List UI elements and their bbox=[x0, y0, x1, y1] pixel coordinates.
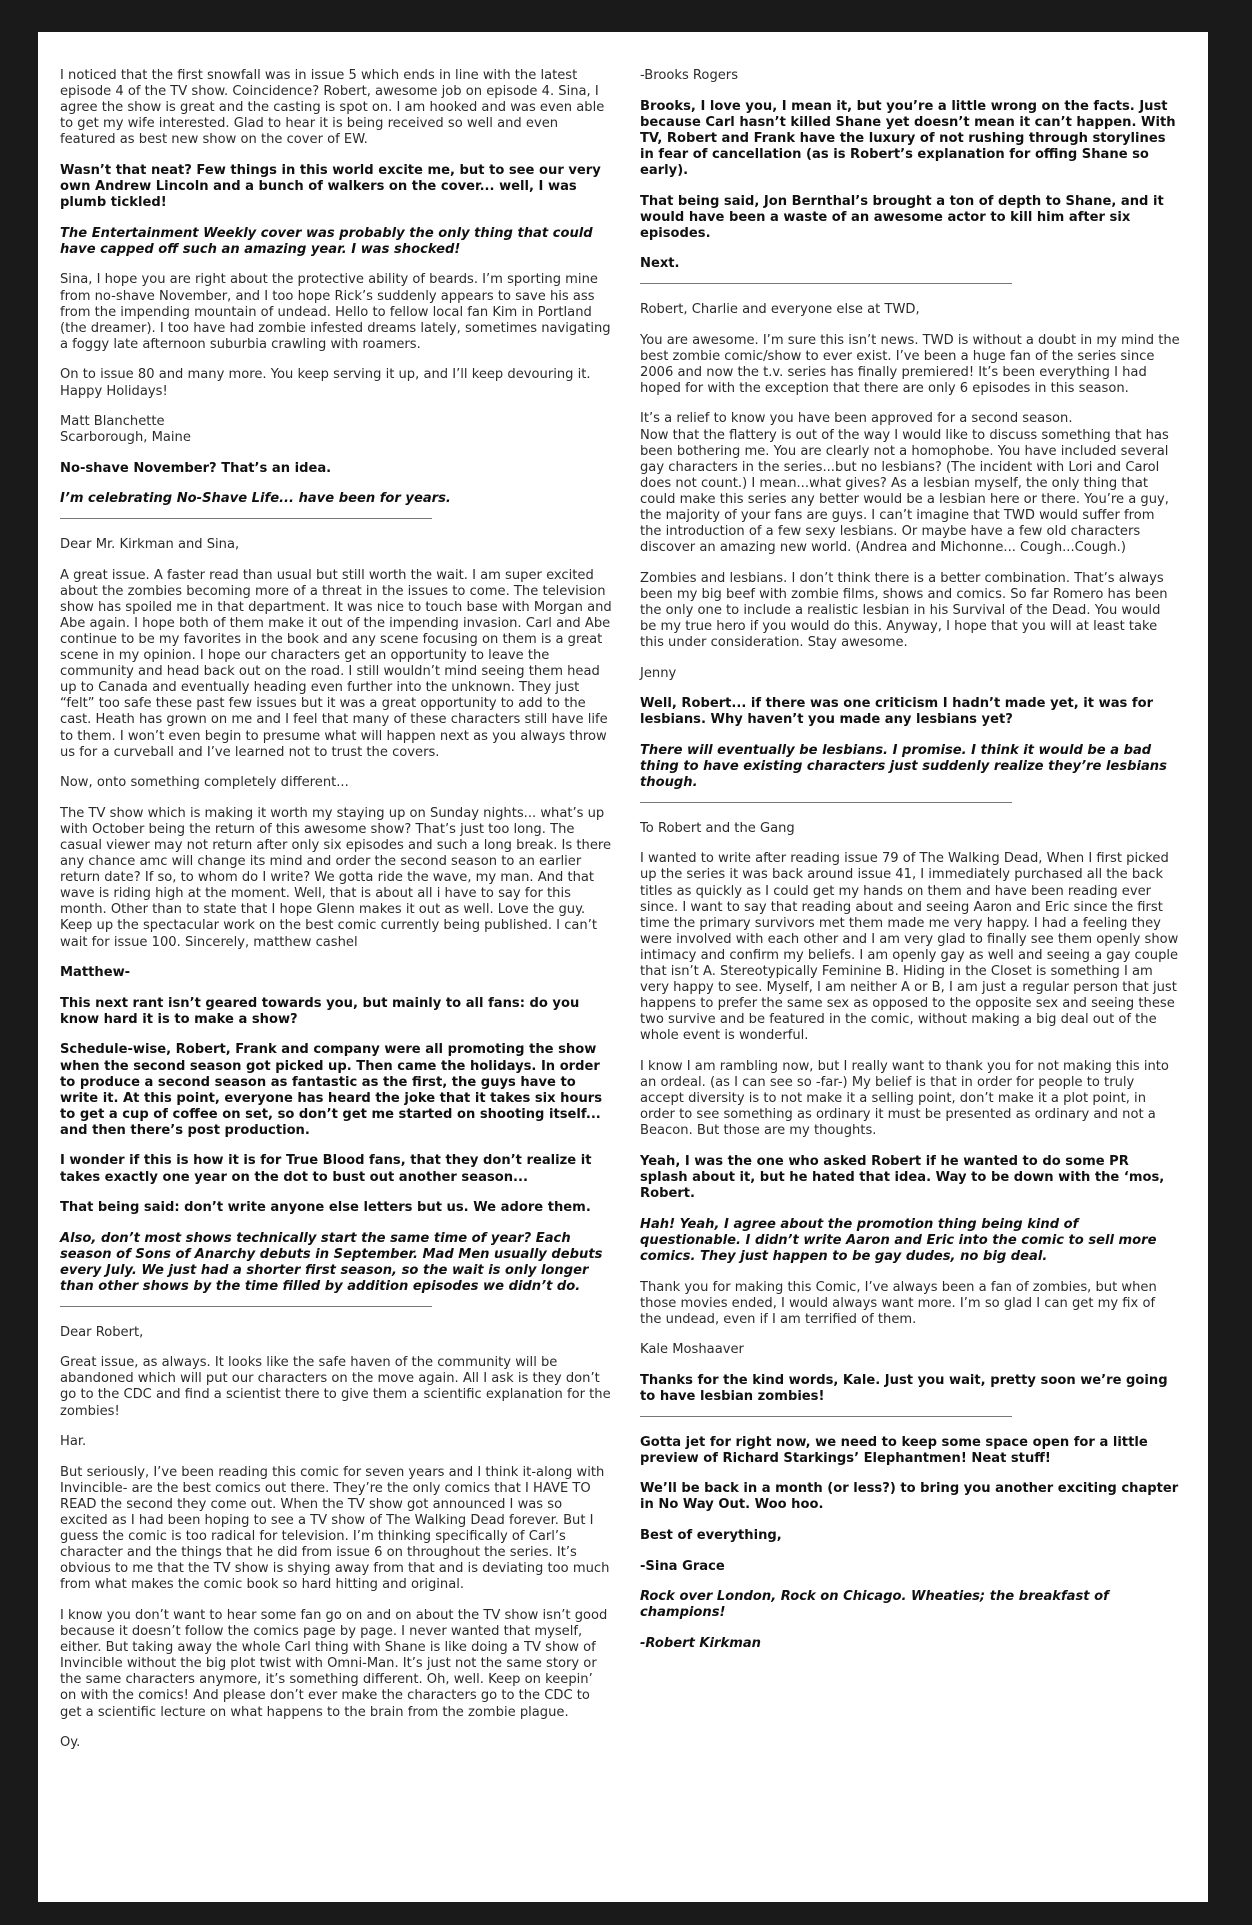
left-column bbox=[60, 68, 612, 1751]
letter-salutation: Dear Robert, bbox=[60, 1324, 144, 1340]
editor-reply: Well, Robert... if there was one criticism I hadn’t made yet, it was for lesbians. Why haven’t you made any lesbians yet? bbox=[640, 696, 1154, 728]
letter-paragraph: Great issue, as always. It looks like the safe haven of the community will be abandoned which will put our characters on the move again. All I ask is they don’t go to the CDC and find a scientist there to give them a scientific explanation for the zombies! bbox=[60, 1355, 611, 1419]
letter-paragraph: I know I am rambling now, but I really want to thank you for not making this into an ordeal. (as I can see so -far-) My belief is that in order for people to truly accept diversity is to not make it a selling point, don’t make it a plot point, in order to see something as ordinary it must be presented as ordinary and not a Beacon. But those are my thoughts. bbox=[640, 1059, 1169, 1139]
letter-signature: Kale Moshaaver bbox=[640, 1342, 744, 1358]
editor-reply: Wasn’t that neat? Few things in this world excite me, but to see our very own Andrew Lincoln and a bunch of walkers on the cover... well, I was plumb tickled! bbox=[60, 162, 601, 211]
letter-paragraph: Oy. bbox=[60, 1735, 81, 1751]
letter-divider bbox=[640, 1416, 1012, 1417]
letter-paragraph: A great issue. A faster read than usual but still worth the wait. I am super excited about the zombies becoming more of a threat in the issues to come. The television show has spoiled me in that department. It was nice to touch base with Morgan and Abe again. I hope both of them make it out of the impending invasion. Carl and Abe continue to be my favorites in the book and any scene focusing on them is a great scene in my opinion. I hope our characters get an opportunity to leave the community and head back out on the road. I still wouldn’t mind seeing them head up to Canada and eventually heading even further into the unknown. They just “felt” too safe these past few issues but it was a great opportunity to add to the cast. Heath has grown on me and I feel that many of these characters still have life to them. I won’t even begin to presume what will happen next as you always throw us for a curveball and I’ve learned not to trust the covers. bbox=[60, 567, 612, 760]
letter-paragraph: Sina, I hope you are right about the protective ability of beards. I’m sporting mine from no-shave November, and I too hope Rick’s suddenly appears to save his ass from the impending mountain of undead. Hello to fellow local fan Kim in Portland (the dreamer). I too have had zombie infested dreams lately, sometimes navigating a foggy late afternoon suburbia crawling with roamers. bbox=[60, 272, 611, 352]
editor-reply: Yeah, I was the one who asked Robert if he wanted to do some PR splash about it, but he hated that idea. Way to be down with the ‘mos, Robert. bbox=[640, 1153, 1165, 1202]
letter-signature: Matt Blanchette Scarborough, Maine bbox=[60, 414, 191, 446]
letter-paragraph: Now, onto something completely different... bbox=[60, 775, 349, 791]
editor-reply: Next. bbox=[640, 256, 680, 272]
editor-reply: This next rant isn’t geared towards you, but mainly to all fans: do you know hard it is to make a show? bbox=[60, 995, 580, 1027]
letter-paragraph: You are awesome. I’m sure this isn’t news. TWD is without a doubt in my mind the best zombie comic/show to ever exist. I’ve been a huge fan of the series since 2006 and now the t.v. series has finally premiered! It’s been everything I had hoped for with the exception that there are only 6 episodes in this season. bbox=[640, 332, 1180, 396]
closing-signature: -Sina Grace bbox=[640, 1558, 725, 1574]
editor-reply-italic: Hah! Yeah, I agree about the promotion thing being kind of questionable. I didn’t write Aaron and Eric into the comic to sell more comics. They just happen to be gay dudes, no big deal. bbox=[640, 1216, 1157, 1264]
letter-divider bbox=[640, 802, 1012, 803]
editor-reply: I wonder if this is how it is for True Blood fans, that they don’t realize it takes exactly one year on the dot to bust out another season... bbox=[60, 1153, 592, 1185]
editor-reply: Schedule-wise, Robert, Frank and company were all promoting the show when the second season got picked up. Then came the holidays. In order to produce a second season as fantastic as the first, the guys have to write it. At this point, everyone has heard the joke that it takes six hours to get a cup of coffee on set, so don’t get me started on shooting itself... and then there’s post production. bbox=[60, 1042, 603, 1138]
letter-divider bbox=[60, 518, 432, 519]
letter-paragraph: I know you don’t want to hear some fan go on and on about the TV show isn’t good because it doesn’t follow the comics page by page. I never wanted that myself, either. But taking away the whole Carl thing with Shane is like doing a TV show of Invincible without the big plot twist with Omni-Man. It’s just not the same story or the same characters anymore, it’s something different. Oh, well. Keep on keepin’ on with the comics! And please don’t ever make the characters go to the CDC to get a scientific lecture on what happens to the brain from the zombie plague. bbox=[60, 1607, 608, 1720]
closing-note: We’ll be back in a month (or less?) to bring you another exciting chapter in No Way Out. Woo hoo. bbox=[640, 1481, 1179, 1513]
letter-paragraph: But seriously, I’ve been reading this comic for seven years and I think it-along with Invincible- are the best comics out there. They’re the only comics that I HAVE TO READ the second they come out. When the TV show got announced I was so excited as I had been hoping to see a TV show of The Walking Dead forever. But I guess the comic is too radical for television. I’m thinking specifically of Carl’s character and the things that he did from issue 6 on throughout the series. It’s obvious to me that the TV show is shying away from that and is deviating too much from what makes the comic book so hard hitting and original. bbox=[60, 1464, 610, 1593]
editor-reply-italic: The Entertainment Weekly cover was probably the only thing that could have capped off such an amazing year. I was shocked! bbox=[60, 225, 593, 257]
closing-signature-italic: -Robert Kirkman bbox=[640, 1635, 761, 1651]
letter-paragraph: I wanted to write after reading issue 79 of The Walking Dead, When I first picked up the series it was back around issue 41, I immediately purchased all the back titles as quickly as I could get my hands on them and have been reading ever since. I want to say that reading about and seeing Aaron and Eric since the first time the primary survivors met them made me very happy. I had a feeling they were involved with each other and I am very glad to finally see them openly show intimacy and confirm my beliefs. I am openly gay as well and seeing a gay couple that isn’t A. Stereotypically Feminine B. Hiding in the Closet is something I am very happy to see. Myself, I am neither A or B, I am just a regular person that just happens to prefer the same sex as opposed to the opposite sex and seeing these two survive and be featured in the comic, without making a big deal out of the whole event is wonderful. bbox=[640, 851, 1179, 1044]
closing-note: Best of everything, bbox=[640, 1527, 782, 1543]
letter-salutation: Robert, Charlie and everyone else at TWD, bbox=[640, 301, 920, 317]
editor-reply: Matthew- bbox=[60, 965, 131, 981]
closing-note-italic: Rock over London, Rock on Chicago. Wheaties; the breakfast of champions! bbox=[640, 1589, 1109, 1621]
letter-divider bbox=[60, 1306, 432, 1307]
letter-signature: -Brooks Rogers bbox=[640, 68, 739, 83]
editor-reply: Brooks, I love you, I mean it, but you’re a little wrong on the facts. Just because Carl hasn’t killed Shane yet doesn’t mean it can’t happen. With TV, Robert and Frank have the luxury of not rushing through storylines in fear of cancellation (as is Robert’s explanation for offing Shane so early). bbox=[640, 98, 1176, 178]
letter-paragraph: Thank you for making this Comic, I’ve always been a fan of zombies, but when those movies ended, I would always want more. I’m so glad I can get my fix of the undead, even if I am terrified of them. bbox=[640, 1279, 1157, 1327]
editor-reply-italic: Also, don’t most shows technically start the same time of year? Each season of Sons of Anarchy debuts in September. Mad Men usually debuts every July. We just had a shorter first season, so the wait is only longer than other shows by the time filled by addition episodes we didn’t do. bbox=[60, 1230, 603, 1295]
letter-paragraph: It’s a relief to know you have been approved for a second season. Now that the flattery is out of the way I would like to discuss something that has been bothering me. You are clearly not a homophobe. You have included several gay characters in the series...but no lesbians? (The incident with Lori and Carol does not count.) I mean...what gives? As a lesbian myself, the only thing that could make this series any better would be a lesbian here or there. You’re a guy, the majority of your fans are guys. I can’t imagine that TWD would suffer from the introduction of a few sexy lesbians. Or maybe have a few old characters discover an amazing new world. (Andrea and Michonne... Cough...Cough.) bbox=[640, 411, 1169, 556]
closing-note: Gotta jet for right now, we need to keep some space open for a little preview of Richard Starkings’ Elephantmen! Neat stuff! bbox=[640, 1434, 1148, 1466]
editor-reply: That being said: don’t write anyone else letters but us. We adore them. bbox=[60, 1200, 591, 1216]
letter-paragraph: On to issue 80 and many more. You keep serving it up, and I’ll keep devouring it. Happy Holidays! bbox=[60, 367, 591, 399]
right-column bbox=[640, 68, 1180, 1652]
letter-salutation: To Robert and the Gang bbox=[640, 820, 795, 836]
editor-reply-italic: There will eventually be lesbians. I promise. I think it would be a bad thing to have existing characters just suddenly realize they’re lesbians though. bbox=[640, 743, 1167, 791]
letter-paragraph: Zombies and lesbians. I don’t think there is a better combination. That’s always been my big beef with zombie films, shows and comics. So far Romero has been the only one to include a realistic lesbian in his Survival of the Dead. You would be my true hero if you would do this. Anyway, I hope that you will at least take this under consideration. Stay awesome. bbox=[640, 570, 1168, 651]
letters-page bbox=[38, 32, 1208, 1902]
editor-reply: No-shave November? That’s an idea. bbox=[60, 460, 332, 476]
editor-reply: That being said, Jon Bernthal’s brought a ton of depth to Shane, and it would have been a waste of an awesome actor to kill him after six episodes. bbox=[640, 193, 1164, 241]
letter-paragraph: The TV show which is making it worth my staying up on Sunday nights... what’s up with October being the return of this awesome show? That’s just too long. The casual viewer may not return after only six episodes and such a long break. Is there any chance amc will change its mind and order the second season to an earlier return date? If so, to whom do I write? We gotta ride the wave, my man. And that wave is riding high at the moment. Well, that is about all i have to say for this month. Other than to state that I hope Glenn makes it out as well. Love the guy. Keep up the spectacular work on the best comic currently being published. I can’t wait for issue 100. Sincerely, matthew cashel bbox=[60, 805, 612, 950]
editor-reply-italic: I’m celebrating No-Shave Life... have been for years. bbox=[60, 491, 451, 507]
editor-reply: Thanks for the kind words, Kale. Just you wait, pretty soon we’re going to have lesbian zombies! bbox=[640, 1372, 1168, 1404]
letter-paragraph: I noticed that the first snowfall was in issue 5 which ends in line with the latest episode 4 of the TV show. Coincidence? Robert, awesome job on episode 4. Sina, I agree the show is great and the casting is spot on. I am hooked and was even able to get my wife interested. Glad to hear it is being received so well and even featured as best new show on the cover of EW. bbox=[60, 68, 605, 148]
letter-paragraph: Har. bbox=[60, 1434, 87, 1450]
letter-divider bbox=[640, 283, 1012, 284]
letter-salutation: Dear Mr. Kirkman and Sina, bbox=[60, 536, 240, 552]
letter-signature: Jenny bbox=[640, 665, 677, 681]
